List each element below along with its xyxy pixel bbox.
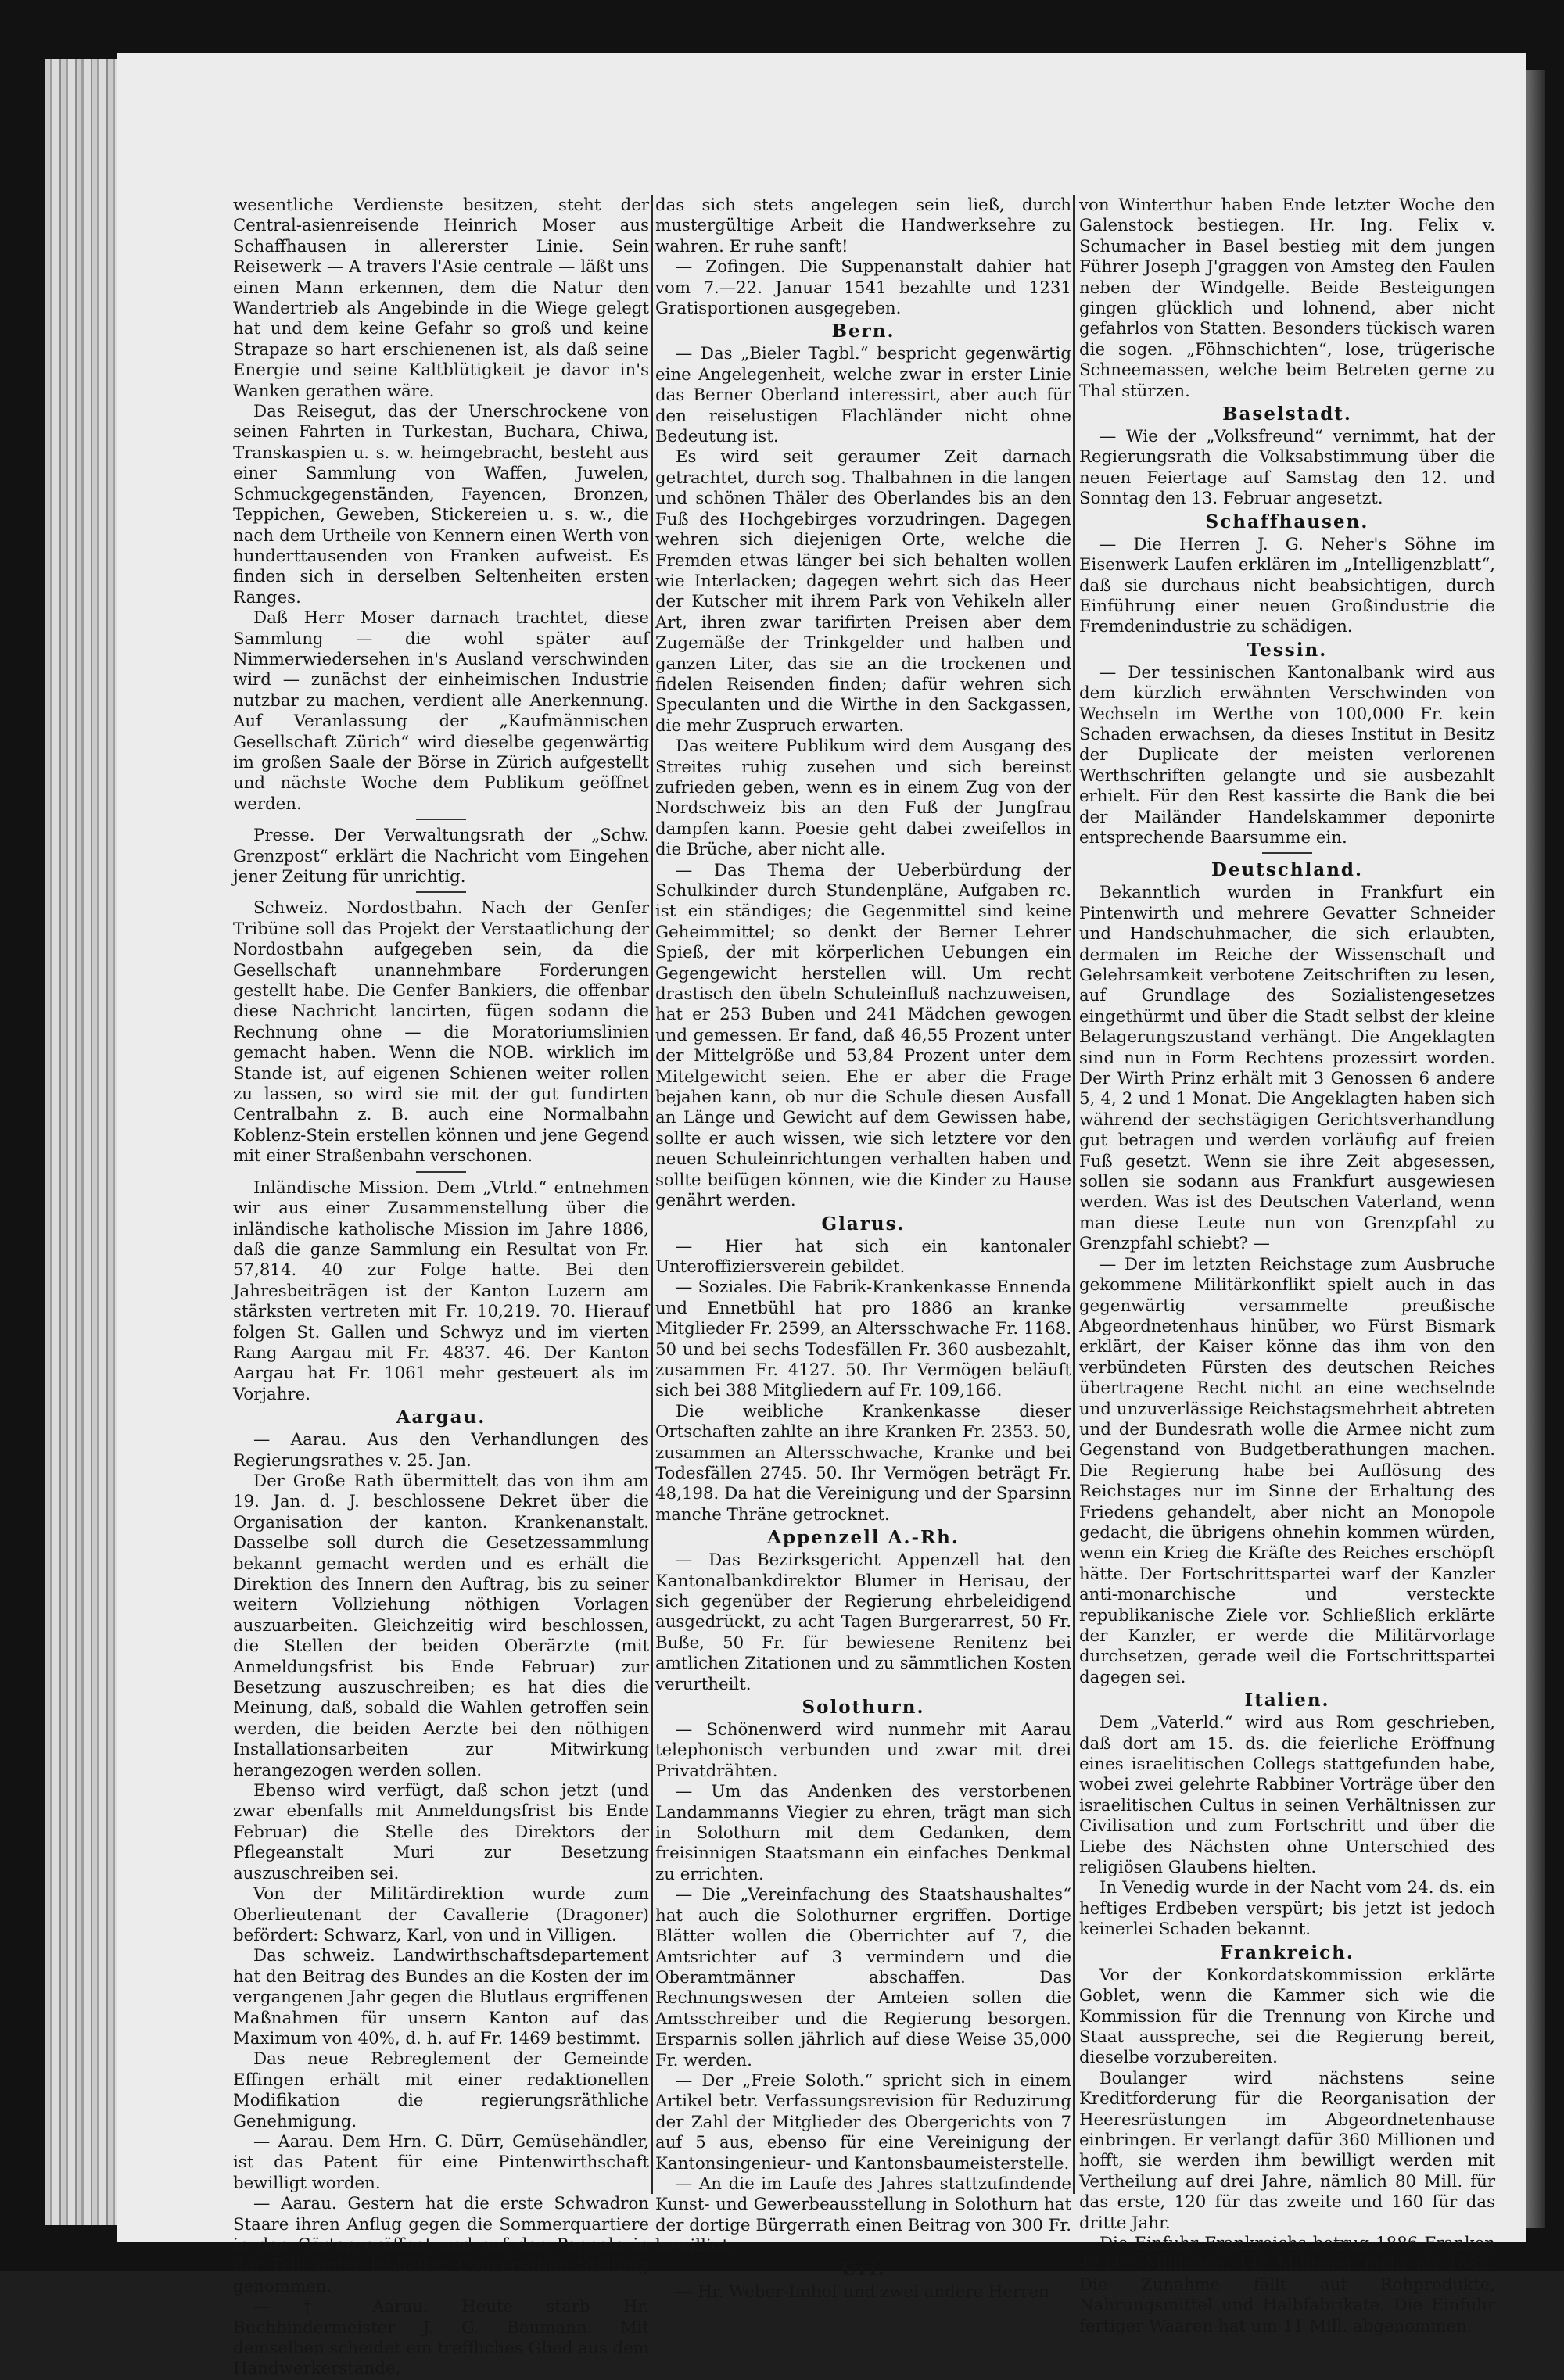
section-heading: Italien. <box>1244 1690 1330 1712</box>
article-paragraph: — Die „Vereinfachung des Staatshaushaltes“ hat auch die Solothurner ergriffen. Dortige Blätter wollen die Oberrichter auf 7, die Amtsrichter auf 3 vermindern und die Oberamtmänner abschaffen. Das Rechnungswesen der Amteien sollen die Amtsschreiber und die Regierung besorgen. Ersparnis sollen jährlich auf diese Weise 35,000 Fr. werden. <box>655 1885 1071 2070</box>
article-paragraph: das sich stets angelegen sein ließ, durch mustergültige Arbeit die Handwerksehre zu wahren. Er ruhe sanft! <box>655 195 1071 256</box>
section-heading: Baselstadt. <box>1222 403 1352 425</box>
section-rule <box>416 819 466 820</box>
article-paragraph: — Um das Andenken des verstorbenen Landammanns Viegier zu ehren, trägt man sich in Solothurn mit dem Gedanken, dem freisinnigen Staatsmann ein einfaches Denkmal zu errichten. <box>655 1782 1071 1884</box>
article-paragraph: — Aarau. Dem Hrn. G. Dürr, Gemüsehändler, ist das Patent für eine Pintenwirthschaft bewilligt worden. <box>233 2131 649 2193</box>
article-paragraph: Der Große Rath übermittelt das von ihm am 19. Jan. d. J. beschlossene Dekret über die Organisation der kanton. Krankenanstalt. Dasselbe soll durch die Gesetzessammlung bekannt gemacht werden und es erhält die Direktion des Innern den Auftrag, bis zu seiner weitern Vollziehung nöthigen Vorlagen auszuarbeiten. Gleichzeitig wird beschlossen, die Stellen der beiden Oberärzte (mit Anmeldungsfrist bis Ende Februar) zur Besetzung auszuschreiben; es hat dies die Meinung, daß, sobald die Wahlen getroffen sein werden, die beiden Aerzte bei den nöthigen Installationsarbeiten zur Mitwirkung herangezogen werden sollen. <box>233 1471 649 1780</box>
section-rule <box>1262 852 1312 854</box>
article-paragraph: Vor der Konkordatskommission erklärte Goblet, wenn die Kammer sich wie die Kommission für die Trennung von Kirche und Staat ausspreche, sei die Regierung bereit, dieselbe vorzubereiten. <box>1079 1965 1495 2068</box>
article-paragraph: — Die Herren J. G. Neher's Söhne im Eisenwerk Laufen erklären im „Intelligenzblatt“, daß sie durchaus nicht beabsichtigen, durch Einführung einer neuen Großindustrie die Fremdenindustrie zu schädigen. <box>1079 534 1495 637</box>
section-heading: Tessin. <box>1247 639 1328 661</box>
section-heading: Bern. <box>831 321 895 342</box>
article-paragraph: Ebenso wird verfügt, daß schon jetzt (und zwar ebenfalls mit Anmeldungsfrist bis Ende Februar) die Stelle des Direktors der Pflegeanstalt Muri zur Besetzung auszuschreiben sei. <box>233 1781 649 1884</box>
column-divider-1 <box>651 195 653 2194</box>
article-paragraph: von Winterthur haben Ende letzter Woche den Galenstock bestiegen. Hr. Ing. Felix v. Schumacher in Basel bestieg mit dem jungen Führer Joseph J'graggen von Amsteg den Faulen neben der Windgelle. Beide Besteigungen gingen glücklich und lohnend, aber nicht gefahrlos von Statten. Besonders tückisch waren die sogen. „Föhnschichten“, lose, trügerische Schneemassen, welche beim Betreten gerne zu Thal stürzen. <box>1079 195 1495 401</box>
article-paragraph: — Wie der „Volksfreund“ vernimmt, hat der Regierungsrath die Volksabstimmung über die neuen Feiertage auf Samstag den 12. und Sonntag den 13. Februar angesetzt. <box>1079 427 1495 509</box>
section-heading: Schaffhausen. <box>1205 511 1369 532</box>
article-paragraph: — Zofingen. Die Suppenanstalt dahier hat vom 7.—22. Januar 1541 bezahlte und 1231 Gratisportionen ausgegeben. <box>655 257 1071 319</box>
article-paragraph: Von der Militärdirektion wurde zum Oberlieutenant der Cavallerie (Dragoner) befördert: Schwarz, Karl, von und in Villigen. <box>233 1884 649 1945</box>
page-edge-shadow <box>1526 70 1545 2228</box>
section-rule <box>416 1171 466 1173</box>
section-heading: Aargau. <box>396 1407 486 1428</box>
article-paragraph: Dem „Vaterld.“ wird aus Rom geschrieben, daß dort am 15. ds. die feierliche Eröffnung eines israelitischen Collegs stattgefunden habe, wobei zwei gelehrte Rabbiner Vorträge über den israelitischen Cultus in seinen Verhältnissen zur Civilisation und zum Fortschritt und über die Liebe des Nächsten ohne Unterschied des religiösen Glaubens hielten. <box>1079 1713 1495 1878</box>
column-2 <box>655 195 1071 2302</box>
section-heading: Deutschland. <box>1211 859 1364 881</box>
article-paragraph: — Der „Freie Soloth.“ spricht sich in einem Artikel betr. Verfassungsrevision für Reduzirung der Zahl der Mitglieder des Obergerichts von 7 auf 5 aus, ebenso für eine Vereinigung der Kantonsingenieur- und Kantonsbaumeisterstelle. <box>655 2070 1071 2174</box>
article-paragraph: — Der tessinischen Kantonalbank wird aus dem kürzlich erwähnten Verschwinden von Wechseln im Werthe von 100,000 Fr. kein Schaden erwachsen, da dieses Institut in Besitz der Duplicate der meisten verlorenen Werthschriften gelangte und sie ausbezahlt erhielt. Für den Rest kassirte die Bank die bei der Mailänder Handelskammer deponirte entsprechende Baarsumme ein. <box>1079 662 1495 848</box>
section-heading: Frankreich. <box>1220 1941 1354 1963</box>
article-paragraph: — Das „Bieler Tagbl.“ bespricht gegenwärtig eine Angelegenheit, welche zwar in erster Linie das Berner Oberland interessirt, aber auch für den reiselustigen Flachländer nicht ohne Bedeutung ist. <box>655 344 1071 447</box>
article-paragraph: — Aarau. Aus den Verhandlungen des Regierungsrathes v. 25. Jan. <box>233 1430 649 1471</box>
column-divider-2 <box>1073 195 1075 2194</box>
article-paragraph: wesentliche Verdienste besitzen, steht der Central-asienreisende Heinrich Moser aus Schaffhausen in allererster Linie. Sein Reisewerk — A travers l'Asie centrale — läßt uns einen Mann erkennen, dem die Natur den Wandertrieb als Angebinde in die Wiege gelegt hat und dem keine Gefahr so groß und keine Strapaze so hart erschienenen ist, als daß seine Energie und seine Kaltblütigkeit je davor in's Wanken gerathen wäre. <box>233 195 649 401</box>
article-paragraph: Daß Herr Moser darnach trachtet, diese Sammlung — die wohl später auf Nimmerwiedersehen in's Ausland verschwinden wird — zunächst der einheimischen Industrie nutzbar zu machen, verdient alle Anerkennung. Auf Veranlassung der „Kaufmännischen Gesellschaft Zürich“ wird dieselbe gegenwärtig im großen Saale der Börse in Zürich aufgestellt und nächste Woche dem Publikum geöffnet werden. <box>233 608 649 814</box>
article-paragraph: — Das Bezirksgericht Appenzell hat den Kantonalbankdirektor Blumer in Herisau, der sich gegenüber der Regierung ehrbeleidigend ausgedrückt, zu acht Tagen Burgerarrest, 50 Fr. Buße, 50 Fr. für bewiesene Renitenz bei amtlichen Zitationen und zu sämmtlichen Kosten verurtheilt. <box>655 1550 1071 1694</box>
article-paragraph: — Der im letzten Reichstage zum Ausbruche gekommene Militärkonflikt spielt auch in das gegenwärtig versammelte preußische Abgeordnetenhaus hinüber, wo Fürst Bismark erklärt, der Kaiser könne das ihm von den verbündeten Fürsten des deutschen Reiches übertragene Recht nicht an eine wechselnde und unzuverlässige Reichstagsmehrheit abtreten und der Bundesrath wolle die Armee nicht zum Gegenstand von Budgetberathungen machen. Die Regierung habe bei Auflösung des Reichstages nur im Sinne der Erhaltung des Friedens gehandelt, aber nicht an Monopole gedacht, die übrigens ohnehin kommen würden, wenn ein Krieg die Kräfte des Reiches erschöpft hätte. Der Fortschrittspartei warf der Kanzler anti-monarchische und versteckte republikanische Ziele vor. Schließlich erklärte der Kanzler, er werde die Militärvorlage durchsetzen, gerade weil die Fortschrittspartei dagegen sei. <box>1079 1254 1495 1687</box>
article-paragraph: — Hr. Weber-Imhof und zwei andere Herren <box>676 2281 1049 2302</box>
section-rule <box>416 891 466 893</box>
article-paragraph: Boulanger wird nächstens seine Kreditforderung für die Reorganisation der Heeresrüstungen im Abgeordnetenhause einbringen. Er verlangt dafür 360 Millionen und hofft, sie werden ihm bewilligt werden mit Vertheilung auf drei Jahre, nämlich 80 Mill. für das erste, 120 für das zweite und 160 für das dritte Jahr. <box>1079 2068 1495 2233</box>
article-paragraph: Presse. Der Verwaltungsrath der „Schw. Grenzpost“ erklärt die Nachricht vom Eingehen jener Zeitung für unrichtig. <box>233 826 649 887</box>
column-3 <box>1079 195 1495 2336</box>
article-paragraph: Das Reisegut, das der Unerschrockene von seinen Fahrten in Turkestan, Buchara, Chiwa, Transkaspien u. s. w. heimgebracht, besteht aus einer Sammlung von Waffen, Juwelen, Schmuckgegenständen, Fayencen, Bronzen, Teppichen, Geweben, Stickereien u. s. w., die nach dem Urtheile von Kennern einen Werth von hunderttausenden von Franken aufweist. Es finden sich in derselben Seltenheiten ersten Ranges. <box>233 402 649 608</box>
article-paragraph: — Hier hat sich ein kantonaler Unteroffiziersverein gebildet. <box>655 1236 1071 1277</box>
article-paragraph: Schweiz. Nordostbahn. Nach der Genfer Tribüne soll das Projekt der Verstaatlichung der Nordostbahn aufgegeben sein, da die Gesellschaft unannehmbare Forderungen gestellt habe. Die Genfer Bankiers, die offenbar diese Nachricht lancirten, fügen sodann die Rechnung ohne — die Moratoriumslinien gemacht haben. Wenn die NOB. wirklich im Stande ist, auf eigenen Schienen weiter rollen zu lassen, so wird sie mit der gut fundirten Centralbahn z. B. auch eine Normalbahn Koblenz-Stein erstellen können und jene Gegend mit einer Straßenbahn verschonen. <box>233 898 649 1167</box>
article-paragraph: Es wird seit geraumer Zeit darnach getrachtet, durch sog. Thalbahnen in die langen und schönen Thäler des Oberlandes bis an den Fuß des Hochgebirges vorzudringen. Dagegen wehren sich diejenigen Orte, welche die Fremden etwas länger bei sich behalten wollen wie Interlacken; dagegen wehrt sich das Heer der Kutscher mit ihrem Park von Vehikeln aller Art, ihren zwar tarifirten Preisen aber dem Zugemäße der Trinkgelder und halben und ganzen Liter, das sie an die trockenen und fidelen Reisenden finden; dafür wehren sich Speculanten und die Wirthe in den Sackgassen, die mehr Zuspruch erwarten. <box>655 447 1071 736</box>
article-paragraph: — An die im Laufe des Jahres stattzufindende Kunst- und Gewerbeausstellung in Solothurn hat der dortige Bürgerrath einen Beitrag von 300 Fr. bewilligt. <box>655 2174 1071 2256</box>
newspaper-page <box>117 53 1526 2379</box>
article-paragraph: Die weibliche Krankenkasse dieser Ortschaften zahlte an ihre Kranken Fr. 2353. 50, zusammen an Altersschwache, Kranke und bei Todesfällen 2745. 50. Ihr Vermögen beträgt Fr. 48,198. Da hat die Vereinigung und der Sparsinn manche Thräne getrocknet. <box>655 1401 1071 1525</box>
article-paragraph: Bekanntlich wurden in Frankfurt ein Pintenwirth und mehrere Gevatter Schneider und Handschuhmacher, die sich erlaubten, dermalen im Reiche der Wissenschaft und Gelehrsamkeit verbotene Zeitschriften zu lesen, auf Grundlage des Sozialistengesetzes eingethürmt und über die Stadt selbst der kleine Belagerungszustand verhängt. Die Angeklagten sind nun in Form Rechtens prozessirt worden. Der Wirth Prinz erhält mit 3 Genossen 6 andere 5, 4, 2 und 1 Monat. Die Angeklagten haben sich während der sechstägigen Gerichtsverhandlung gut betragen und werden vorläufig auf freien Fuß gesetzt. Wenn sie ihre Zeit abgesessen, sollen sie sodann aus Frankfurt ausgewiesen werden. Was ist des Deutschen Vaterland, wenn man diese Leute nun von Grenzpfahl zu Grenzpfahl schiebt? — <box>1079 883 1495 1254</box>
article-paragraph: — Schönenwerd wird nunmehr mit Aarau telephonisch verbunden und zwar mit drei Privatdrähten. <box>655 1720 1071 1781</box>
section-heading: Uri. <box>841 2258 886 2280</box>
article-paragraph: — Aarau. Gestern hat die erste Schwadron Staare ihren Anflug gegen die Sommerquartiere in den Gärten eröffnet und auf den Pappeln in der Telli unter lebhafter Conversation Stellung genommen. <box>233 2194 649 2296</box>
section-heading: Appenzell A.-Rh. <box>767 1527 960 1549</box>
section-heading: Solothurn. <box>802 1697 925 1719</box>
section-heading: Glarus. <box>821 1213 906 1235</box>
article-paragraph: — Soziales. Die Fabrik-Krankenkasse Ennenda und Ennetbühl hat pro 1886 an kranke Mitglieder Fr. 2599, an Altersschwache Fr. 1168. 50 und bei sechs Todesfällen Fr. 360 ausbezahlt, zusammen Fr. 4127. 50. Ihr Vermögen beläuft sich bei 388 Mitgliedern auf Fr. 109,166. <box>655 1278 1071 1401</box>
article-paragraph: — Das Thema der Ueberbürdung der Schulkinder durch Stundenpläne, Aufgaben rc. ist ein ständiges; die Gegenmittel sind keine Geheimmittel; so denkt der Berner Lehrer Spieß, der mit körperlichen Uebungen ein Gegengewicht herstellen will. Um recht drastisch den übeln Schuleinfluß nachzuweisen, hat er 253 Buben und 241 Mädchen gewogen und gemessen. Er fand, daß 46,55 Prozent unter der Mittelgröße und 53,84 Prozent unter dem Mitelgewicht seien. Ehe er aber die Frage bejahen kann, ob nur die Schule diesen Ausfall an Länge und Gewicht auf dem Gewissen habe, sollte er auch wissen, wie sich letztere vor den neuen Schuleinrichtungen verhalten haben und sollte beifügen können, wie die Kinder zu Hause genährt werden. <box>655 860 1071 1211</box>
article-paragraph: Das schweiz. Landwirthschaftsdepartement hat den Beitrag des Bundes an die Kosten der im vergangenen Jahr gegen die Blutlaus ergriffenen Maßnahmen für unsern Kanton auf das Maximum von 40%, d. h. auf Fr. 1469 bestimmt. <box>233 1946 649 2048</box>
article-paragraph: Das weitere Publikum wird dem Ausgang des Streites ruhig zusehen und sich bereinst zufrieden geben, wenn es in einem Zug von der Nordschweiz bis an den Fuß der Jungfrau dampfen kann. Poesie geht dabei zweifellos in die Brüche, aber nicht alle. <box>655 737 1071 860</box>
article-paragraph: Das neue Rebreglement der Gemeinde Effingen erhält mit einer redaktionellen Modifikation die regierungsräthliche Genehmigung. <box>233 2049 649 2131</box>
article-paragraph: Inländische Mission. Dem „Vtrld.“ entnehmen wir aus einer Zusammenstellung über die inländische katholische Mission im Jahre 1886, daß die ganze Sammlung ein Resultat von Fr. 57,814. 40 zur Folge hatte. Bei den Jahresbeiträgen ist der Kanton Luzern am stärksten vertreten mit Fr. 10,219. 70. Hierauf folgen St. Gallen und Schwyz und im vierten Rang Aargau mit Fr. 4837. 46. Der Kanton Aargau hat Fr. 1061 mehr gesteuert als im Vorjahre. <box>233 1177 649 1404</box>
article-paragraph: — † Aarau. Heute starb Hr. Buchbindermeister J. G. Baumann. Mit demselben scheidet ein treffliches Glied aus dem Handwerkerstande, <box>233 2297 649 2379</box>
article-paragraph: In Venedig wurde in der Nacht vom 24. ds. ein heftiges Erdbeben verspürt; bis jetzt ist jedoch keinerlei Schaden bekannt. <box>1079 1878 1495 1940</box>
column-1 <box>233 195 649 2379</box>
article-paragraph: Die Einfuhr Frankreichs betrug 1886 Franken 4234½ Millionen, 146 Millionen mehr als 1885. Die Zunahme fällt auf Rohprodukte, Nahrungsmittel und Halbfabrikate. Die Einfuhr fertiger Waaren hat um 11 Mill. abgenommen. <box>1079 2233 1495 2336</box>
